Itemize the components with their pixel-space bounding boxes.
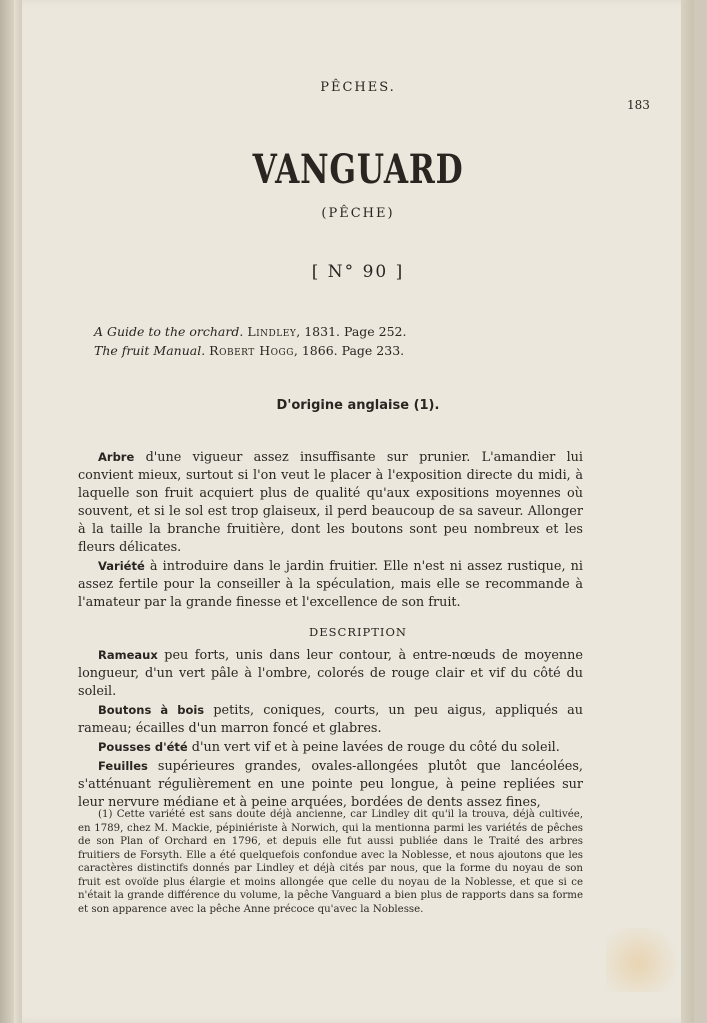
book-page	[22, 0, 694, 1023]
paragraph-text: supérieures grandes, ovales-allongées plutôt que lancéolées, s'atténuant régulièrement en une pointe peu longue, à peine repliées sur leur nervure médiane et à peine arquées, bordées de dents assez fines,	[78, 759, 583, 810]
paragraph-text: à introduire dans le jardin fruitier. Elle n'est ni assez rustique, ni assez fertile pour la conseiller à la spéculation, mais elle se recommande à l'amateur par la grande finesse et l'excellence de son fruit.	[78, 559, 583, 610]
paragraph-lead: Pousses d'été	[98, 740, 188, 754]
reference-line	[94, 322, 514, 341]
paragraph-text: d'une vigueur assez insuffisante sur prunier. L'amandier lui convient mieux, surtout si l'on veut le placer à l'exposition directe du midi, à laquelle son fruit acquiert plus de qualité qu'aux expositions moyennes où souvent, et si le sol est trop glaiseux, il perd beaucoup de sa saveur. Allonger à la taille la branche fruitière, dont les boutons sont peu nombreux et les fleurs délicates.	[78, 450, 583, 555]
reference-line	[94, 341, 514, 360]
reference-work: A Guide to the orchard.	[94, 324, 244, 339]
paragraph-lead: Rameaux	[98, 648, 158, 662]
paragraph	[78, 757, 583, 812]
reference-author: Robert Hogg	[209, 343, 294, 358]
paragraph-text: d'un vert vif et à peine lavées de rouge du côté du soleil.	[187, 740, 560, 755]
reference-author: Lindley	[247, 324, 297, 339]
origin-note: D'origine anglaise (1).	[276, 398, 440, 413]
page-title: VANGUARD	[252, 146, 464, 193]
paragraph	[78, 448, 583, 557]
paragraph	[78, 646, 583, 701]
intro-paragraphs	[78, 448, 583, 612]
page-gutter	[14, 0, 22, 1023]
page-subtitle: (PÊCHE)	[321, 206, 395, 221]
paragraph-lead: Feuilles	[98, 759, 148, 773]
paragraph-text: peu forts, unis dans leur contour, à entre-nœuds de moyenne longueur, d'un vert pâle à l'ombre, colorés de rouge clair et vif du côté du soleil.	[78, 648, 583, 699]
reference-details: , 1866. Page 233.	[293, 343, 405, 358]
reference-details: , 1831. Page 252.	[296, 324, 407, 339]
footnote	[78, 808, 583, 916]
paragraph-lead: Arbre	[98, 450, 135, 464]
paragraph-lead: Boutons à bois	[98, 703, 205, 717]
running-head: PÊCHES.	[320, 80, 396, 95]
paragraph	[78, 557, 583, 612]
reference-work: The fruit Manual.	[94, 343, 206, 358]
paragraph	[78, 738, 583, 757]
description-paragraphs	[78, 646, 583, 812]
section-heading: DESCRIPTION	[309, 625, 407, 639]
page-edge	[681, 0, 694, 1023]
paragraph-lead: Variété	[98, 559, 145, 573]
paragraph	[78, 701, 583, 738]
references	[94, 322, 514, 360]
entry-number: [ N° 90 ]	[311, 262, 405, 282]
page-number: 183	[627, 98, 650, 112]
book-binding	[0, 0, 14, 1023]
footnote-text: (1) Cette variété est sans doute déjà ancienne, car Lindley dit qu'il la trouva, déjà cultivée, en 1789, chez M. Mackie, pépiniériste à Norwich, qui la mentionna parmi les variétés de pêches de son Plan of Orchard en 1796, et depuis elle fut aussi publiée dans le Traité des arbres fruitiers de Forsyth. Elle a été quelquefois confondue avec la Noblesse, et nous ajoutons que les caractères distinctifs donnés par Lindley et déjà cités par nous, que la forme du noyau de son fruit est ovoïde plus élargie et moins allongée que celle du noyau de la Noblesse, et que si ce n'était la grande différence du volume, la pêche Vanguard a bien plus de rapports dans sa forme et son apparence avec la pêche Anne précoce qu'avec la Noblesse.	[78, 809, 583, 915]
paper-stain	[606, 928, 686, 992]
paragraph-text: petits, coniques, courts, un peu aigus, appliqués au rameau; écailles d'un marron foncé et glabres.	[78, 703, 583, 736]
